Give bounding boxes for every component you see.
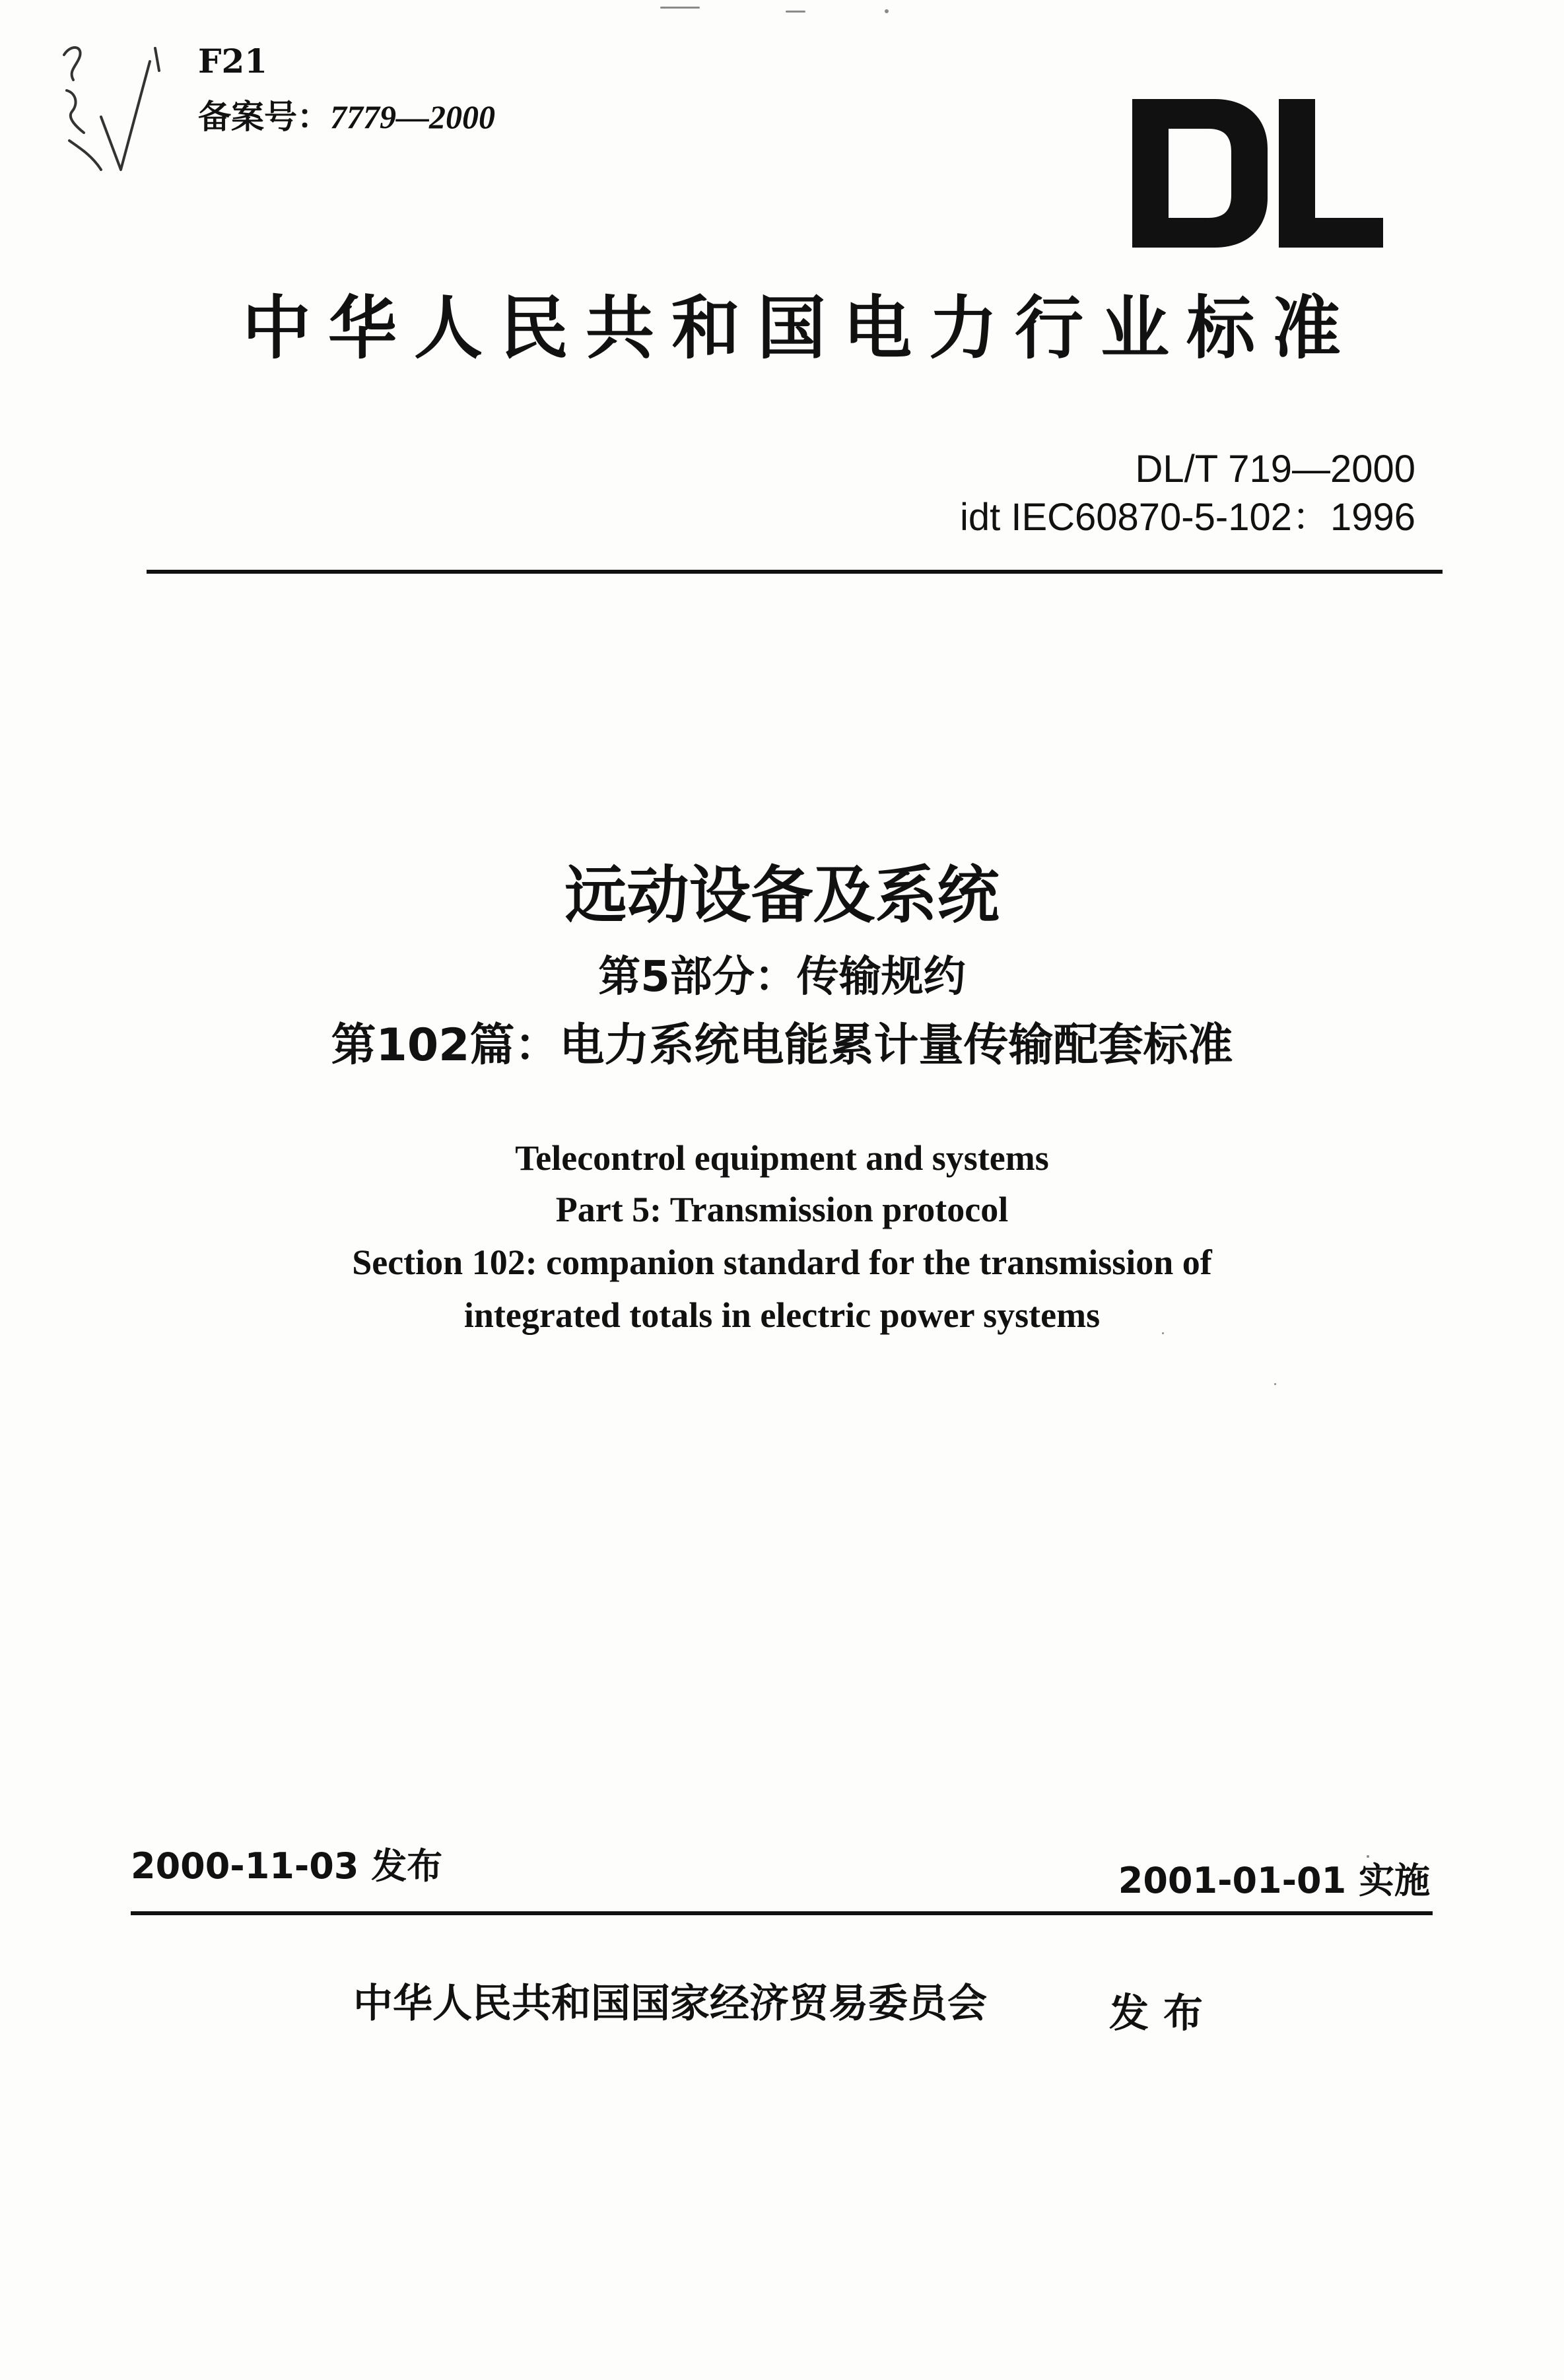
handwritten-mark — [36, 30, 195, 182]
scan-speck — [1162, 1332, 1164, 1334]
issuing-authority: 中华人民共和国国家经济贸易委员会 — [353, 1981, 987, 2027]
english-title-line: Telecontrol equipment and systems — [515, 1138, 1049, 1178]
record-number-value: 7779—2000 — [330, 98, 495, 135]
identical-standard-reference: idt IEC60870-5-102：1996 — [959, 496, 1415, 539]
footer-divider — [131, 1911, 1433, 1915]
effective-date: 2001-01-01 实施 — [1118, 1860, 1430, 1901]
issue-action: 发布 — [1109, 1990, 1217, 2037]
dl-logo — [1132, 99, 1383, 248]
chinese-section-title: 第102篇：电力系统电能累计量传输配套标准 — [331, 1019, 1233, 1071]
english-title-line: integrated totals in electric power systems — [463, 1295, 1101, 1335]
issue-date: 2000-11-03 发布 — [131, 1845, 443, 1887]
english-title-line: Section 102: companion standard for the transmission of — [352, 1242, 1212, 1282]
record-number-label: 备案号： — [198, 97, 330, 136]
scan-speck — [786, 11, 805, 13]
scan-speck — [1367, 1855, 1369, 1858]
scan-speck — [660, 7, 700, 9]
scan-speck — [1274, 1383, 1276, 1385]
header-divider — [147, 570, 1443, 574]
dl-logo-letter-d — [1132, 99, 1268, 248]
dl-logo-letter-l — [1279, 99, 1383, 248]
classification-code: F21 — [198, 42, 268, 81]
ministry-standard-title: 中华人民共和国电力行业标准 — [242, 288, 1358, 368]
chinese-part-title: 第5部分：传输规约 — [598, 953, 966, 1002]
record-number-line — [198, 97, 495, 136]
scan-speck — [885, 9, 889, 13]
standard-number: DL/T 719—2000 — [1135, 448, 1415, 491]
chinese-main-title: 远动设备及系统 — [564, 860, 1000, 932]
english-title-line: Part 5: Transmission protocol — [555, 1190, 1009, 1229]
